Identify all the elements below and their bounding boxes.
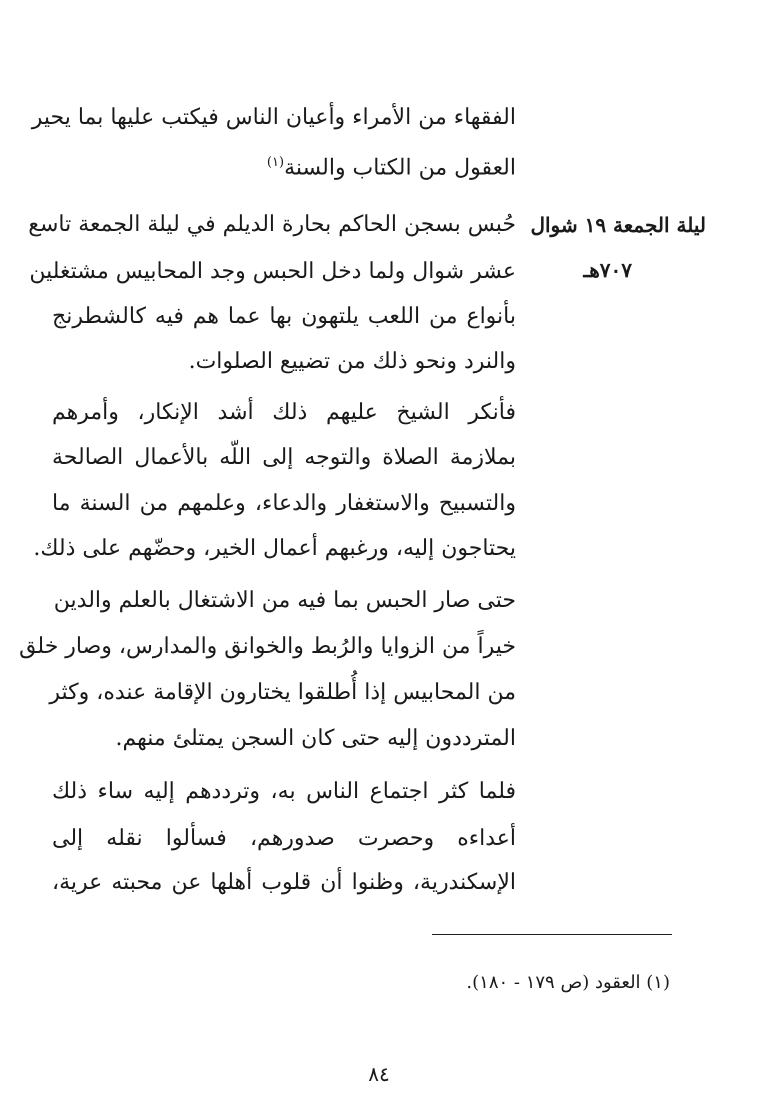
side-note-date: ليلة الجمعة ١٩ شوال	[530, 213, 706, 237]
paragraph-3-line-2: بملازمة الصلاة والتوجه إلى اللّه بالأعمال الصالحة	[52, 445, 516, 470]
paragraph-5-line-1: فلما كثر اجتماع الناس به، وترددهم إليه ساء ذلك	[52, 779, 516, 804]
paragraph-2-line-2: عشر شوال ولما دخل الحبس وجد المحابيس مشتغلين	[29, 259, 516, 284]
paragraph-4-line-1: حتى صار الحبس بما فيه من الاشتغال بالعلم والدين	[53, 588, 516, 613]
paragraph-2-line-3: بأنواع من اللعب يلتهون بها عما هم فيه كالشطرنج	[52, 304, 516, 329]
paragraph-1-line-1: الفقهاء من الأمراء وأعيان الناس فيكتب عليها بما يحير	[31, 105, 516, 130]
paragraph-4-line-3: من المحابيس إذا أُطلقوا يختارون الإقامة عنده، وكثر	[49, 680, 516, 705]
paragraph-3-line-4: يحتاجون إليه، ورغبهم أعمال الخير، وحضّهم على ذلك.	[33, 536, 516, 561]
paragraph-5-line-2: أعداءه وحصرت صدورهم، فسألوا نقله إلى	[52, 826, 516, 851]
side-note-year: ٧٠٧هـ	[583, 258, 632, 282]
paragraph-2-line-4: والنرد ونحو ذلك من تضييع الصلوات.	[188, 349, 516, 374]
paragraph-2-line-1: حُبس بسجن الحاكم بحارة الديلم في ليلة الجمعة تاسع	[28, 212, 516, 237]
paragraph-4-line-4: المترددون إليه حتى كان السجن يمتلئ منهم.	[115, 726, 516, 751]
footnote-marker: (١)	[266, 155, 285, 170]
footnote-divider	[432, 934, 672, 935]
footnote-text: (١) العقود (ص ١٧٩ - ١٨٠).	[466, 972, 670, 993]
page-number: ٨٤	[368, 1062, 390, 1086]
paragraph-1-line-2-text: العقول من الكتاب والسنة	[284, 155, 516, 181]
paragraph-4-line-2: خيراً من الزوايا والرُبط والخوانق والمدارس، وصار خلق	[19, 634, 516, 659]
paragraph-1-line-2	[52, 148, 516, 183]
paragraph-5-line-3: الإسكندرية، وظنوا أن قلوب أهلها عن محبته عرية،	[52, 870, 516, 895]
paragraph-3-line-3: والتسبيح والاستغفار والدعاء، وعلمهم من السنة ما	[52, 491, 516, 516]
paragraph-3-line-1: فأنكر الشيخ عليهم ذلك أشد الإنكار، وأمرهم	[52, 400, 516, 425]
